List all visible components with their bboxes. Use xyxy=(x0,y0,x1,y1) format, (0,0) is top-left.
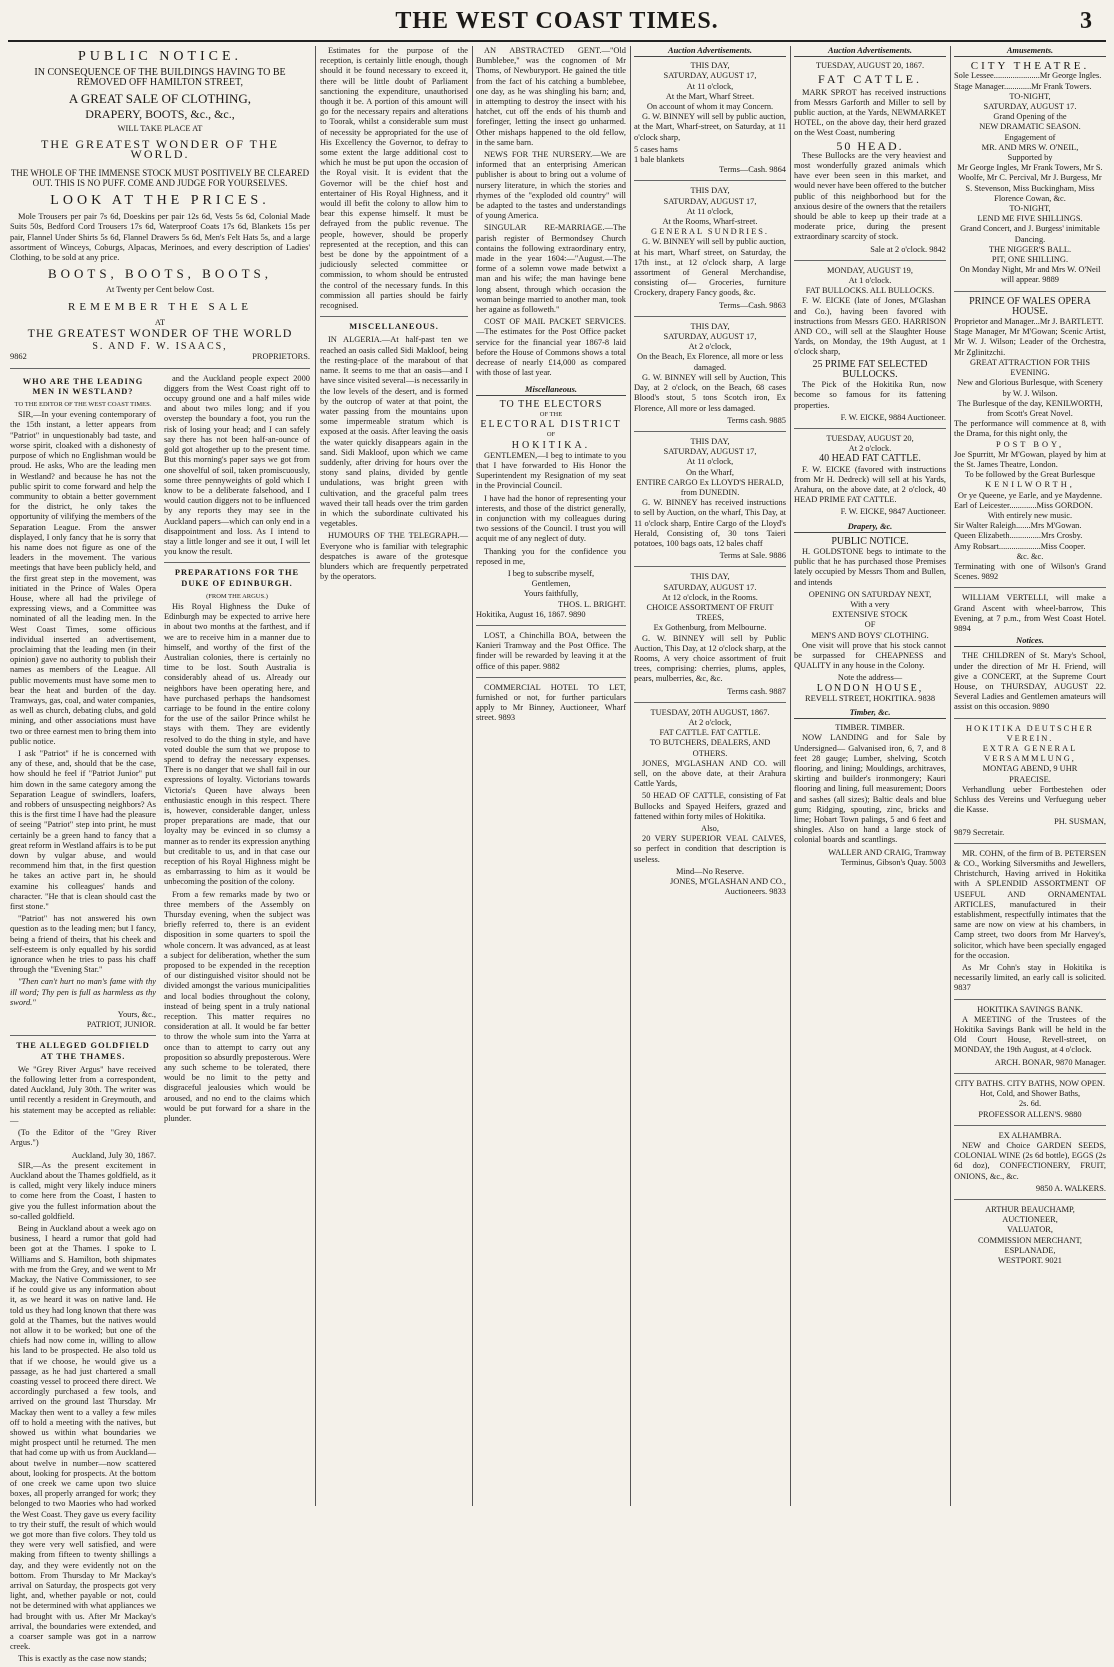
article-paragraph: From a few remarks made by two or three members of the Assembly on Thursday evening, when the subject was briefly referred to, there is an evident disposition in some quarters to spoil the whole concern. It was advanced, as at least a subject for deliberation, whether the sum proposed to be expended in the reception of our distinguished visitor should not be divided amongst the various municipalities and local bodies throughout the colony, instead of being spent in a truly national reception. This matter requires no consideration at all. It would be far better to throw the whole sum into the Yarra at once than to attempt to carry out any proposition so absurdly preposterous. Were any such scheme to be tolerated, there would be no limit to the petty and disgraceful jealousies which would be aroused, and no end to the claims which would be put forward for a share in the plunder. xyxy=(164,889,310,1124)
theatre-line: NEW DRAMATIC SEASON. xyxy=(979,122,1081,132)
auction-paragraph: MARK SPROT has received instructions from Messrs Garforth and Miller to sell by public auction, at the Yards, NEWMARKET HOTEL, on the above day, their herd grazed on the West Coast, numbering xyxy=(794,87,946,138)
opera-line: Sir Walter Raleigh.......Mrs M'Gowan. xyxy=(954,521,1082,531)
col1-lower xyxy=(10,374,310,1667)
page-number: 3 xyxy=(1080,8,1092,34)
theatre-line: Sole Lessee......................Mr George Ingles. xyxy=(954,71,1102,81)
auction-paragraph: G. W. BINNEY will sell by Public Auction, This Day, at 12 o'clock sharp, at the Rooms, A very choice assortment of fruit trees, comprising: cherries, plums, apples, pears, mulberries, &c, &c. xyxy=(634,633,786,684)
beauchamp-line: VALUATOR, xyxy=(1007,1225,1053,1235)
auction-paragraph: G. W. BINNEY will sell by Auction, This Day, at 2 o'clock, on the Beach, 68 cases Blood's stout, 5 tons Scotch iron, Ex Florence, All more or less damaged. xyxy=(634,372,786,413)
auction-item: Also, xyxy=(701,824,719,834)
auction-paragraph: JONES, M'GLASHAN AND CO. will sell, on the above date, at their Arahura Cattle Yards, xyxy=(634,758,786,789)
theatre-line: PIT, ONE SHILLING. xyxy=(991,255,1069,265)
electors-line: ELECTORAL DISTRICT xyxy=(480,419,622,431)
baths-line: PROFESSOR ALLEN'S. 9880 xyxy=(978,1109,1082,1119)
auction-signature: JONES, M'GLASHAN AND CO., Auctioneers. 9833 xyxy=(670,877,786,897)
auction-line: At 12 o'clock, in the Rooms. xyxy=(662,592,758,602)
opera-line: Terminating with one of Wilson's Grand Scenes. 9892 xyxy=(954,561,1106,582)
concert-notice: THE CHILDREN of St. Mary's School, under the direction of Mr H. Friend, will give a CONCERT, at the Supreme Court House, on THURSDAY, AUGUST 22. Several Ladies and Gentlemen amateurs will assist on this occasion. 9890 xyxy=(954,651,1106,712)
opera-line: &c. &c. xyxy=(1016,551,1044,561)
notice-footer xyxy=(10,352,310,362)
auction-signature: Sale at 2 o'clock. 9842 xyxy=(870,244,946,254)
divider xyxy=(954,1199,1106,1200)
notice-line: THE GREATEST WONDER OF THE WORLD xyxy=(27,326,293,341)
goldstone-line: MEN'S AND BOYS' CLOTHING. xyxy=(811,630,929,640)
auction-terms: Terms—Cash. 9863 xyxy=(719,300,786,310)
auction-paragraph: F. W. EICKE (favored with instructions from Mr H. Dedreck) will sell at his Yards, Arahura, on the above date, at 2 o'clock, 40 HEAD PRIME FAT CATTLE. xyxy=(794,464,946,505)
column-rule xyxy=(950,46,951,1506)
auction-line: FAT CATTLE. FAT CATTLE. xyxy=(659,728,761,738)
auction-item: Mind—No Reserve. xyxy=(676,866,744,876)
ad-number: 9862 xyxy=(10,352,27,362)
divider xyxy=(954,1125,1106,1126)
auction-line: THIS DAY, xyxy=(690,61,730,71)
auction-line: At 11 o'clock, xyxy=(686,206,734,216)
auction-line: At the Mart, Wharf Street. xyxy=(665,91,755,101)
auction-line: TUESDAY, AUGUST 20, 1867. xyxy=(815,61,925,71)
article-paragraph: His Royal Highness the Duke of Edinburgh may be expected to arrive here in about two months at the farthest, and if we are to receive him in a manner due to himself, and worthy of the first of the Australian colonies, there is certainly no time to be lost. South Australia is considerably ahead of us. Already our neighbors have been operating here, and have purchased perhaps the handsomest carriage to be found in the entire colony for the use of the sailor Prince whilst he stays with them. They are evidently resolved to do the thing in style, and have voted double the sum that we propose to spend to defray the necessary expenses. There is no danger that we shall fail in our expressions of loyalty. Victorians towards Victoria's Queen have always been enthusiastic enough in this respect. There is, however, considerable danger, unless proper preparations are made, that our loyalty may be evinced in so clumsy a manner as to render its expression anything but creditable to us, and in that case our reception of his Royal Highness might be as embarrassing to him as it would be unbecoming the position of the colony. xyxy=(164,601,310,887)
electors-signoff: I beg to subscribe myself, xyxy=(507,568,595,578)
miscellaneous-title: MISCELLANEOUS. xyxy=(349,322,439,332)
auction-line: FAT BULLOCKS. ALL BULLOCKS. xyxy=(805,286,935,296)
letter-paragraph: I ask "Patriot" if he is concerned with any of these, and, should that be the case, how should he feel if "Patriot Junior" put him down in the same category among the Separation League of swindlers, loafers, and robbers of unsuspecting neighbors? As this is the first time I have had the pleasure of seeing "Patriot" step into print, he must certainly be a green hand to fancy that a great reform in Westland affairs is to be put down by vulgar abuse, and would recommend him that, in the first question he takes an active part in, he should examine his colleagues' hands and character. "He that is clean should cast the first stone." xyxy=(10,748,156,912)
opera-line: Proprietor and Manager...Mr J. BARTLETT. xyxy=(954,317,1104,327)
divider xyxy=(954,587,1106,588)
baths-title: CITY BATHS. CITY BATHS, NOW OPEN. xyxy=(955,1078,1105,1088)
auction-item: 50 HEAD OF CATTLE, consisting of Fat Bullocks and Spayed Heifers, grazed and fattened within forty miles of Hokitika. xyxy=(634,791,786,821)
opera-line: Earl of Leicester.............Miss GORDON. xyxy=(954,500,1093,510)
public-notice-title: PUBLIC NOTICE. xyxy=(77,49,243,64)
theatre-line: MR. AND MRS W. O'NEIL, xyxy=(981,142,1079,152)
opera-line: Joe Spurritt, Mr M'Gowan, played by him at the St. James Theatre, London. xyxy=(954,449,1106,469)
notice-line: THE GREATEST WONDER OF THE WORLD. xyxy=(41,137,279,162)
goldstone-paragraph: One visit will prove that his stock cannot be surpassed for CHEAPNESS and QUALITY in any house in the Colony. xyxy=(794,640,946,671)
divider xyxy=(954,1073,1106,1074)
auction-line: THIS DAY, xyxy=(690,186,730,196)
electors-line: OF xyxy=(546,431,556,439)
column-1 xyxy=(10,46,310,1664)
auction-line: At 11 o'clock, xyxy=(686,457,734,467)
newspaper-title: THE WEST COAST TIMES. xyxy=(395,8,719,34)
auction-item: 5 cases hams xyxy=(634,144,678,154)
opera-line: KENILWORTH, xyxy=(985,480,1075,490)
article-paragraph: IN ALGERIA.—At half-past ten we reached an oasis called Sidi Makloof, being the resting-place of the marabout of that name. It seems to me that an oasis—and I have since visited several—is necessarily in the low levels of the desert, and is formed by the outcrop of water at that point, the water passing from the mountains upon some impermeable stratum which is exposed at the oasis. After leaving the oasis the water quickly disappears again in the sand. Sidi Makloof, upon which we came suddenly, after driving for hours over the stony sand plains, divided by gentle undulations, was bright green with cultivation, and the graceful palm trees waved their tall heads over the trim garden in which the subordinate cultivated his vegetables. xyxy=(320,335,468,529)
preparations-source: (FROM THE ARGUS.) xyxy=(206,592,268,600)
electors-line: HOKITIKA. xyxy=(511,439,591,451)
lost-notice: LOST, a Chinchilla BOA, between the Kanieri Tramway and the Post Office. The finder will be rewarded by leaving it at the office of this paper. 9882 xyxy=(476,630,626,671)
verein-line: PRAECISE. xyxy=(1009,774,1051,784)
column-7 xyxy=(954,46,1106,1506)
verein-line: PH. SUSMAN, xyxy=(1054,817,1106,827)
auction-paragraph: These Bullocks are the very heaviest and most wonderfully grazed animals which have ever been seen in this market, and would never have been offered to the butcher public of this neighborhood but for the anxious desire of the owners that the retailers should be able to keep up their trade at a moderate price, during the present extraordinary scarcity of stock. xyxy=(794,150,946,242)
auction-heading: 50 HEAD. xyxy=(836,138,904,153)
timber-signature: WALLER AND CRAIG, Tramway Terminus, Gibson's Quay. 5003 xyxy=(828,847,946,867)
divider xyxy=(476,625,626,626)
column-rule xyxy=(315,46,316,1506)
notice-line: Mole Trousers per pair 7s 6d, Doeskins per pair 12s 6d, Vests 5s 6d, Colonial Made Suits 50s, Bedford Cord Trousers 17s 6d, Waterproof Coats 17s 6d, Blankets 15s per pair, Flannel Under Shirts 5s 6d, Flannel Drawers 5s 6d, Men's Felt Hats 5s, and a large assortment of Winceys, Coburgs, Alpacas, Merinoes, and every description of Ladies' Clothing, to be sold at any price. xyxy=(10,212,310,263)
electors-line: TO THE ELECTORS xyxy=(499,398,603,410)
timber-header: Timber, &c. xyxy=(794,708,946,719)
column-5 xyxy=(634,46,786,1506)
drapery-header: Drapery, &c. xyxy=(794,522,946,533)
opera-line: To be followed by the Great Burlesque xyxy=(964,470,1096,480)
col2-block xyxy=(164,374,310,1667)
beauchamp-line: COMMISSION MERCHANT, xyxy=(977,1235,1083,1245)
auction-item: 1 bale blankets xyxy=(634,155,685,165)
timber-title: TIMBER. TIMBER. xyxy=(835,723,905,733)
column-4 xyxy=(476,46,626,1506)
column-rule xyxy=(630,46,631,1506)
letter-paragraph: "Patriot" has not answered his own question as to the leading men; but I fancy, being a friend of theirs, that his cheek and self-esteem is only equalled by his sordid ignorance when he tries to pass his chaff through the "Evening Star." xyxy=(10,914,156,975)
notice-line: A GREAT SALE OF CLOTHING, xyxy=(68,90,252,106)
auction-line: On account of whom it may Concern. xyxy=(646,102,774,112)
verein-line: MONTAG ABEND, 9 UHR xyxy=(982,764,1078,774)
divider xyxy=(794,428,946,429)
electors-signoff: Yours faithfully, xyxy=(523,589,579,599)
beauchamp-line: WESTPORT. 9021 xyxy=(997,1255,1062,1265)
auction-line: CHOICE ASSORTMENT OF FRUIT TREES, xyxy=(646,602,774,623)
auction-line: At 2 o'clock, xyxy=(688,717,732,727)
opera-line: POST BOY, xyxy=(995,439,1065,449)
column-3 xyxy=(320,46,468,1506)
goldfield-paragraph: (To the Editor of the "Grey River Argus.") xyxy=(10,1128,156,1148)
divider xyxy=(634,180,786,181)
opera-line: New and Glorious Burlesque, with Scenery by W. J. Wilson. xyxy=(957,378,1103,398)
theatre-line: TO-NIGHT, xyxy=(1009,204,1051,214)
theatre-title: CITY THEATRE. xyxy=(970,60,1090,73)
preparations-title: PREPARATIONS FOR THE DUKE OF EDINBURGH. xyxy=(174,568,300,588)
goldstone-line: OPENING ON SATURDAY NEXT, xyxy=(808,589,932,599)
article-paragraph: SINGULAR RE-MARRIAGE.—The parish register of Bermondsey Church contains the following extraordinary entry, made in the year 1604:—"August.—The forme of a solemn vowe made betwixt a man and his wife; the man havinge bene long absent, through which occasion the woman beinge married to another man, took her againe as followeth." xyxy=(476,223,626,315)
theatre-line: On Monday Night, Mr and Mrs W. O'Neil will appear. 9889 xyxy=(959,265,1101,285)
auction-terms: Terms cash. 9887 xyxy=(727,686,786,696)
notice-line: PROPRIETORS. xyxy=(252,352,310,362)
auction-paragraph: F. W. EICKE (late of Jones, M'Glashan and Co.), having been favored with instructions from Messrs GEO. HARRISON AND CO., will sell at the Slaughter House Yards, on Monday, the 19th August, at 1 o'clock sharp, xyxy=(794,296,946,357)
verein-line: 9879 Secretair. xyxy=(954,827,1005,837)
auction-line: SATURDAY, AUGUST 17, xyxy=(663,196,757,206)
beauchamp-line: ESPLANADE, xyxy=(1004,1245,1056,1255)
auction-line: THIS DAY, xyxy=(690,321,730,331)
auction-heading: 40 HEAD FAT CATTLE. xyxy=(819,453,921,465)
miscellaneous-header: Miscellaneous. xyxy=(476,385,626,396)
auction-line: SATURDAY, AUGUST 17, xyxy=(663,71,757,81)
verein-line: EXTRA GENERAL xyxy=(982,744,1078,753)
theatre-line: Stage Manager.............Mr Frank Towers. xyxy=(954,81,1092,91)
electors-paragraph: GENTLEMEN,—I beg to intimate to you that I have forwarded to His Honor the Superintendent my Resignation of my seat in the Provincial Council. xyxy=(476,450,626,491)
electors-dateline: Hokitika, August 16, 1867. 9890 xyxy=(476,609,586,619)
divider xyxy=(794,260,946,261)
opera-line: With entirely new music. xyxy=(987,510,1073,520)
electors-signature: THOS. L. BRIGHT. xyxy=(557,599,626,609)
auction-item: 20 VERY SUPERIOR VEAL CALVES, so perfect in condition that description is useless. xyxy=(634,834,786,864)
theatre-line: Mr George Ingles, Mr Frank Towers, Mr S. Woolfe, Mr C. Percival, Mr J. Burgess, Mr S. Stevenson, Miss Buckingham, Miss Florence Cowan, &c. xyxy=(957,163,1103,203)
opera-line: Stage Manager, Mr M'Gowan; Scenic Artist, Mr W. J. Wilson; Leader of the Orchestra, Mr Zglinitzchi. xyxy=(954,327,1106,357)
divider xyxy=(954,291,1106,292)
divider xyxy=(634,316,786,317)
divider xyxy=(634,431,786,432)
cohn-notice: As Mr Cohn's stay in Hokitika is necessarily limited, an early call is solicited. 9837 xyxy=(954,963,1106,993)
theatre-line: SATURDAY, AUGUST 17. xyxy=(983,102,1077,112)
theatre-line: LEND ME FIVE SHILLINGS. xyxy=(977,214,1083,224)
auction-heading: 25 PRIME FAT SELECTED BULLOCKS. xyxy=(812,358,928,380)
letter-subtitle: TO THE EDITOR OF THE WEST COAST TIMES. xyxy=(14,401,152,409)
goldstone-address: Note the address— xyxy=(837,673,903,683)
notices-header: Notices. xyxy=(954,636,1106,647)
divider xyxy=(634,702,786,703)
auction-line: SATURDAY, AUGUST 17, xyxy=(663,447,757,457)
auction-line: At 11 o'clock, xyxy=(686,81,734,91)
divider xyxy=(320,316,468,317)
notice-line: LOOK AT THE PRICES. xyxy=(50,193,270,209)
opera-line: The Burlesque of the day, KENILWORTH, from Scott's Great Novel. xyxy=(957,398,1103,418)
masthead xyxy=(0,8,1114,38)
goldstone-paragraph: H. GOLDSTONE begs to intimate to the public that he has purchased those Premises lately occupied by Messrs Thom and Bullen, and intends xyxy=(794,546,946,587)
goldfield-paragraph: Being in Auckland about a week ago on business, I heard a rumor that gold had been got at the Thames. I spoke to I. Williams and S. Hamilton, both shipmates with me from the Grey, and we went to Mr Mackay, the Native Commissioner, to see if he could give us any information about it, as we heard it was on native land. He told us they had long known that there was gold at the Thames, but the natives would not allow it to be worked; but one of the chiefs had now come in, willing to allow his land to be prospected. He also told us that if we choose, he would give us a passage, as he had just chartered a small coasting vessel to proceed there direct. We accordingly purchased a few tools, and arrived on the ground last Thursday. Mr Mackay then went to a valley a few miles off to hold a meeting with the natives, but showed us within what boundaries we might prospect until he returned. The men that had come up with us from Auckland—about twelve in number—now scattered about, looking for prospects. At the bottom of one creek we came upon two sluice boxes, all properly arranged for work; they belonged to two Maories who had worked the West Coast. They gave us every facility to try their stuff, the result of which would we got more than five colors. They told us they were very well satisfied, and were making from fifteen to twenty shillings a day, and they were evidently not on the bottom. From Thursday to Mr Mackay's arrival on Saturday, the prospects got very light, and, whether payable or not, could not be determined with what appliances we had brought with us. After Mr Mackay's arrival, the boundaries were extended, and a coarser sample was got in a narrow creek. xyxy=(10,1223,156,1652)
letter-paragraph: "Then can't hurt no man's fame with thy ill word; Thy pen is full as harmless as thy sword." xyxy=(10,977,156,1007)
notice-line: DRAPERY, BOOTS, &c., &c., xyxy=(85,106,235,121)
auction-terms: Terms—Cash. 9864 xyxy=(719,165,786,175)
verein-line: Verhandlung ueber Fortbestehen oder Schluss des Vereins und Verfuegung ueber die Kasse. xyxy=(954,784,1106,815)
goldfield-dateline: Auckland, July 30, 1867. xyxy=(71,1150,156,1160)
alhambra-notice: NEW and Choice GARDEN SEEDS, COLONIAL WINE (2s 6d bottle), EGGS (2s 6d doz), CONFECTIONERY, FRUIT, ONIONS, &c., &c. xyxy=(954,1140,1106,1181)
column-rule xyxy=(472,46,473,1506)
auction-line: FAT CATTLE. xyxy=(818,72,922,87)
divider xyxy=(954,999,1106,1000)
auction-header: Auction Advertisements. xyxy=(794,46,946,57)
opera-line: GREAT ATTRACTION FOR THIS EVENING. xyxy=(970,357,1090,378)
divider xyxy=(476,677,626,678)
opera-line: Amy Robsart....................Miss Cooper. xyxy=(954,541,1086,551)
opera-line: The performance will commence at 8, with the Drama, for this night only, the xyxy=(954,419,1106,439)
auction-line: At 1 o'clock. xyxy=(848,276,892,286)
theatre-line: TO-NIGHT, xyxy=(1009,91,1051,101)
goldfield-title: THE ALLEGED GOLDFIELD AT THE THAMES. xyxy=(16,1041,150,1061)
verein-title: HOKITIKA DEUTSCHER VEREIN. xyxy=(966,723,1094,743)
auction-line: THIS DAY, xyxy=(690,572,730,582)
auction-line: At the Rooms, Wharf-street. xyxy=(662,217,758,227)
auction-terms: Terms at Sale. 9886 xyxy=(719,551,786,561)
auction-line: SATURDAY, AUGUST 17, xyxy=(663,332,757,342)
auction-line: ENTIRE CARGO Ex LLOYD'S HERALD, from DUNEDIN. xyxy=(636,477,784,497)
goldfield-paragraph: SIR,—As the present excitement in Auckland about the Thames goldfield, as it is called, might very likely induce miners to come here from the Coast, I hasten to give you the fullest information about the so-called goldfield. xyxy=(10,1160,156,1221)
goldfield-paragraph: This is exactly as the case now stands; xyxy=(18,1654,147,1664)
letter-title: WHO ARE THE LEADING MEN IN WESTLAND? xyxy=(22,376,144,396)
auction-paragraph: G. W. BINNEY will sell by public auction, at his mart, Wharf street, on Saturday, the 17th inst., at 12 o'clock sharp, A large assortment of General Merchandise, consisting of— Groceries, furniture Crockery, drapery Fancy goods, &c. xyxy=(634,237,786,298)
verein-line: VERSAMMLUNG, xyxy=(984,754,1076,764)
goldstone-line: EXTENSIVE STOCK xyxy=(832,610,908,620)
theatre-line: Grand Opening of the xyxy=(993,112,1067,122)
electors-line: OF THE xyxy=(539,410,563,418)
baths-line: Hot, Cold, and Shower Baths, xyxy=(979,1089,1081,1099)
article-paragraph: COST OF MAIL PACKET SERVICES.—The estimates for the Post Office packet service for the financial year 1867-8 laid before the House of Commons shows a total decrease of nearly £14,000 as compared with those of last year. xyxy=(476,317,626,378)
goldstone-address: REVELL STREET, HOKITIKA. 9838 xyxy=(804,693,936,703)
timber-paragraph: NOW LANDING and for Sale by Undersigned— Galvanised iron, 6, 7, and 8 feet 28 gauge; Lumber, shelving, Scotch flooring, and lining; Mouldings, architraves, skirting and builder's ironmongery; Kauri flooring and lining, full measurement; Doors and sashes (all sizes); Baltic deals and blue gum; Ridging, spouting, zinc, bricks and lime; Hobart Town palings, 5 and 6 feet and shingles. Also on hand a large stock of colonial boards and scantlings. xyxy=(794,733,946,845)
theatre-line: Grand Concert, and J. Burgess' inimitable Dancing. xyxy=(960,224,1100,244)
divider xyxy=(634,566,786,567)
letter-paragraph: SIR,—In your evening contemporary of the 15th instant, a letter appears from "Patriot" in unquestionably bad taste, and worse spirit, cloaked with a dishonesty of purpose of which no Englishman would be proud. He asks, Who are the leading men in Westland? and because he has not the public spirit to come forward and help the community to obtain a better government for the district, he only takes the opportunity of vilifying the members of the Separation League. From the answer displayed, I only fancy that he is sorry that his name does not figure as one of the leaders in the movement. The various meetings that have been publicly held, and the first great step in the movement, was initiated in the Prince of Wales Opera House, where all had the privilege of expressing views, and a Committee was nominated of all the leading men. In the West Coast Times, some officious individual inserted an advertisement, proclaiming that the leading men (in their opinion) gave no authority to publish their names as members of the League. All public movements must have some men to bear the heat and burden of the day. Tramways, gas, coal, and water companies, as well as church, debating clubs, and gold mining, and other associations must have two or three earnest men to bring them into public notice. xyxy=(10,410,156,746)
alhambra-signature: 9850 A. WALKERS. xyxy=(1035,1183,1106,1193)
notice-line: AT xyxy=(154,317,166,327)
auction-line: GENERAL SUNDRIES. xyxy=(651,227,769,237)
auction-line: On the Beach, Ex Florence, all more or less damaged. xyxy=(636,352,784,372)
notice-line: THE WHOLE OF THE IMMENSE STOCK MUST POSITIVELY BE CLEARED OUT. THIS IS NO PUFF. COME AND JUDGE FOR YOURSELVES. xyxy=(10,167,310,188)
article-paragraph: HUMOURS OF THE TELEGRAPH.—Everyone who is familiar with telegraphic despatches is aware of the grotesque blunders which are frequently perpetrated by the operators. xyxy=(320,531,468,582)
divider xyxy=(164,562,310,563)
article-paragraph: AN ABSTRACTED GENT.—"Old Bumblebee," was the cognomen of Mr Thoms, of Newburyport. He gained the title from the fact of his catching a bumblebee, one day, as he was shingling his barn; and, in attempting to destroy the insect with his hatchet, cut off the ends of his thumb and forefinger, letting the insect go unharmed. Other mishaps happened to the old fellow, in the same barn. xyxy=(476,46,626,147)
letter-signoff: Yours, &c., xyxy=(117,1010,156,1020)
savings-bank-notice: A MEETING of the Trustees of the Hokitika Savings Bank will be held in the Old Court House, Revell-street, on MONDAY, the 19th August, at 4 o'clock. xyxy=(954,1014,1106,1055)
auction-paragraph: The Pick of the Hokitika Run, now become so famous for its fattening properties. xyxy=(794,380,946,410)
goldstone-address: LONDON HOUSE, xyxy=(816,682,924,694)
divider xyxy=(10,368,310,369)
auction-line: SATURDAY, AUGUST 17. xyxy=(663,582,757,592)
auction-line: TUESDAY, AUGUST 20, xyxy=(826,433,914,443)
beauchamp-line: AUCTIONEER, xyxy=(1002,1215,1058,1225)
beauchamp-line: ARTHUR BEAUCHAMP, xyxy=(985,1204,1075,1214)
auction-line: TUESDAY, 20TH AUGUST, 1867. xyxy=(650,707,770,717)
divider xyxy=(954,843,1106,844)
auction-line: TO BUTCHERS, DEALERS, AND OTHERS. xyxy=(649,738,771,758)
letter-signature: PATRIOT, JUNIOR. xyxy=(86,1020,156,1030)
opera-line: Or ye Queene, ye Earle, and ye Maydenne. xyxy=(957,490,1103,500)
opera-house-title: PRINCE OF WALES OPERA HOUSE. xyxy=(969,295,1091,317)
electors-paragraph: I have had the honor of representing your interests, and those of the district generally, in conjunction with my colleagues during two sessions of the Council. I trust you will acquit me of any neglect of duty. xyxy=(476,493,626,544)
masthead-rule xyxy=(8,40,1106,42)
electors-paragraph: Thanking you for the confidence you reposed in me, xyxy=(476,546,626,566)
theatre-line: THE NIGGER'S BALL. xyxy=(988,244,1072,254)
auction-line: At 2 o'clock, xyxy=(688,342,732,352)
notice-line: BOOTS, BOOTS, BOOTS, xyxy=(47,266,273,282)
opera-line: Queen Elizabeth...............Mrs Crosby. xyxy=(954,531,1083,541)
theatre-line: Engagement of xyxy=(1004,132,1056,142)
auction-line: On the Wharf, xyxy=(686,467,734,477)
savings-bank-title: HOKITIKA SAVINGS BANK. xyxy=(977,1004,1083,1014)
goldfield-paragraph: We "Grey River Argus" have received the following letter from a correspondent, dated Auckland, July 30th. The writer was until recently a resident in Greymouth, and his statement may be accepted as reliable:— xyxy=(10,1064,156,1125)
article-paragraph: NEWS FOR THE NURSERY.—We are informed that an enterprising American publisher is about to bring out a volume of nursery literature, in which the stories and rhymes of the "exploded old country" will be adapted to the tastes and understandings of young America. xyxy=(476,150,626,221)
divider xyxy=(954,718,1106,719)
letter-block xyxy=(10,374,156,1667)
vertelli-notice: WILLIAM VERTELLI, will make a Grand Ascent with wheel-barrow, This Evening, at 7 p.m., from West Coast Hotel. 9894 xyxy=(954,593,1106,633)
auction-terms: Terms cash. 9885 xyxy=(727,415,786,425)
article-paragraph: and the Auckland people expect 2000 diggers from the West Coast right off to occupy ground one and a half miles wide and about two miles long; and if you overstep the boundary a foot, you run the risk of losing your head; and I can safely say there has not been half-an-ounce of gold got altogether up to the present time. But this morning's paper says we got from one shovelful of soil, taken promiscuously, some three pennyweights of gold which I know to be a deliberate falsehood, and I would caution diggers not to be influenced by any reports they may see in the Auckland papers—which can only end in a disappointment and loss. As I intend to stay a little longer and see it out, I will let you know the result. xyxy=(164,373,310,557)
cohn-notice: MR. COHN, of the firm of B. PETERSEN & CO., Working Silversmiths and Jewellers, Christchurch, Having arrived in Hokitika with A SPLENDID ASSORTMENT OF USEFUL AND ORNAMENTAL ARTICLES, manufactured in their establishment, respectfully intimates that the same are now on view at his chambers, in Camp street, two doors from Mr Harvey's, solicitor, which have been specially engaged for the occasion. xyxy=(954,848,1106,960)
alhambra-title: EX ALHAMBRA. xyxy=(998,1130,1062,1140)
divider xyxy=(10,1035,156,1036)
auction-line: At 2 o'clock. xyxy=(848,444,892,454)
auction-paragraph: G. W. BINNEY will sell by public auction, at the Mart, Wharf-street, on Saturday, at 11 o'clock sharp, xyxy=(634,112,786,142)
auction-signature: F. W. EICKE, 9884 Auctioneer. xyxy=(840,412,946,422)
notice-line: REMEMBER THE SALE xyxy=(68,300,252,313)
auction-line: Ex Gothenburg, from Melbourne. xyxy=(653,623,767,633)
notice-line: IN CONSEQUENCE OF THE BUILDINGS HAVING TO BE REMOVED OFF HAMILTON STREET, xyxy=(34,67,286,89)
notice-line: At Twenty per Cent below Cost. xyxy=(105,285,215,295)
auction-line: THIS DAY, xyxy=(690,436,730,446)
column-rule xyxy=(790,46,791,1506)
auction-line: MONDAY, AUGUST 19, xyxy=(827,265,913,275)
theatre-line: Supported by xyxy=(1007,153,1053,163)
savings-bank-signature: ARCH. BONAR, 9870 Manager. xyxy=(994,1057,1106,1067)
hotel-notice: COMMERCIAL HOTEL TO LET, furnished or not, for further particulars apply to Mr Binney, Auctioneer, Wharf street. 9893 xyxy=(476,682,626,723)
column-6 xyxy=(794,46,946,1506)
goldstone-line: OF xyxy=(864,620,876,630)
auction-paragraph: G. W. BINNEY has received instructions to sell by Auction, on the wharf, This Day, at 11 o'clock sharp, Entire Cargo of the Lloyd's Herald, Consisting of, 30 tons Taieri potatoes, 100 bags oats, 12 bales chaff xyxy=(634,498,786,548)
auction-signature: F. W. EICKE, 9847 Auctioneer. xyxy=(840,507,946,517)
auction-header: Auction Advertisements. xyxy=(634,46,786,57)
public-notice-heading: PUBLIC NOTICE. xyxy=(831,535,909,547)
notice-line: S. AND F. W. ISAACS, xyxy=(92,341,228,353)
article-paragraph: Estimates for the purpose of the reception, is certainly little enough, though should it be found necessary to exceed it, there will be little doubt of Parliament sanctioning the expenditure, unauthorised though it be. A portion of this amount will go for the necessary repairs and alterations to Toorak, whilst a considerable sum must of necessity be appropriated for the use of His Excellency the Governor, to defray to some extent the large additional cost to which he must be put upon the occasion of the Royal visit. It is evident that the Governor will be the chief host and entertainer of His Royal Highness, and it would ill befit the colony to allow him to bear this expense himself. It must be defrayed from the public revenue. The people, however, should be properly represented at the reception, and this can best be done by the appointment of a judiciously selected committee or commission, to whom should be entrusted the control of the necessary funds. In this commission all parties should be fairly recognised. xyxy=(320,46,468,311)
goldstone-line: With a very xyxy=(850,599,890,609)
notice-line: WILL TAKE PLACE AT xyxy=(117,124,203,134)
amusements-header: Amusements. xyxy=(954,46,1106,57)
baths-line: 2s. 6d. xyxy=(1018,1099,1042,1109)
electors-signoff: Gentlemen, xyxy=(531,579,571,589)
